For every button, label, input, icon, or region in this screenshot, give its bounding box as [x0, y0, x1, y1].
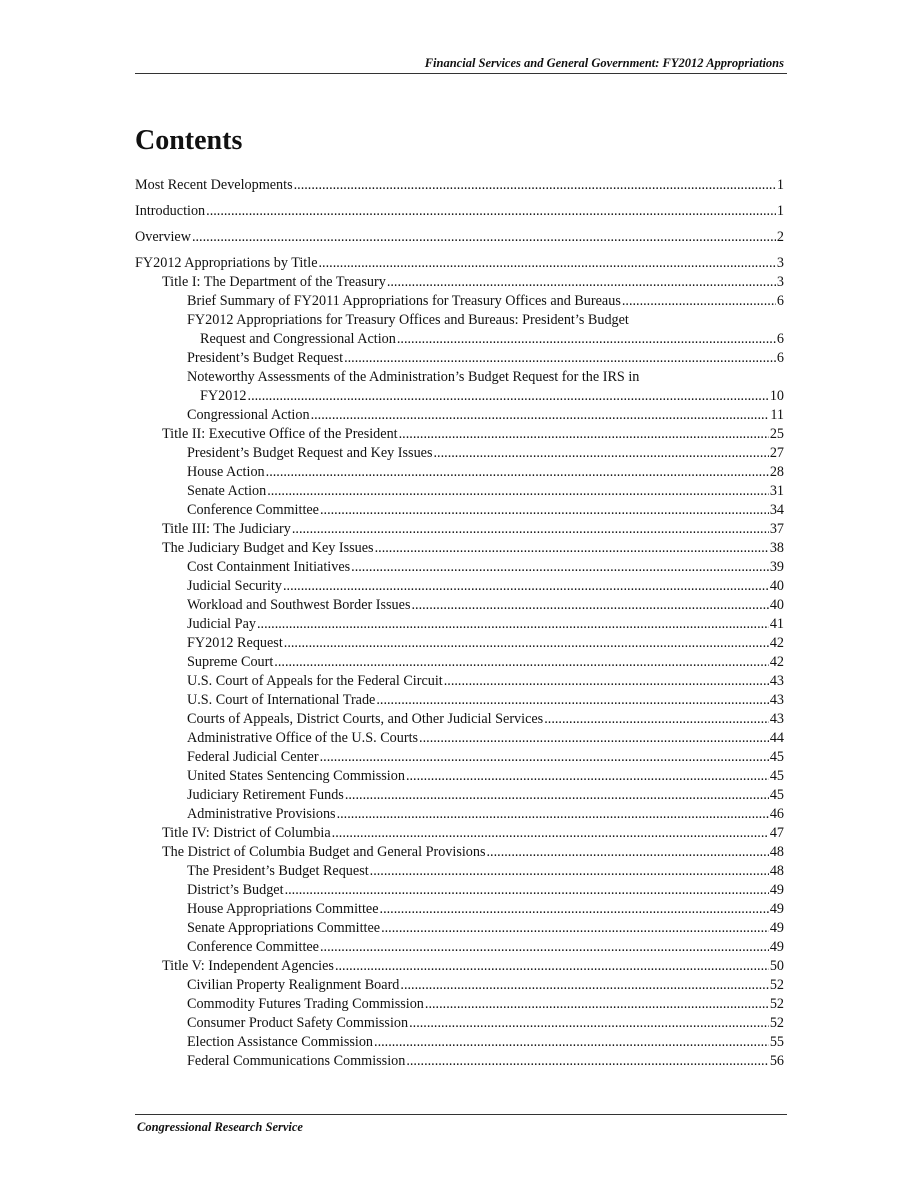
toc-entry-page: 6: [776, 331, 784, 347]
toc-entry-label: The District of Columbia Budget and General Provisions: [162, 844, 486, 860]
dot-leader: [397, 330, 776, 349]
toc-entry-label: Title I: The Department of the Treasury: [162, 274, 386, 290]
dot-leader: [284, 634, 769, 653]
toc-entry[interactable]: [135, 957, 784, 976]
toc-entry[interactable]: [135, 176, 784, 195]
toc-entry[interactable]: [135, 672, 784, 691]
toc-entry-label: Brief Summary of FY2011 Appropriations for Treasury Offices and Bureaus: [187, 293, 621, 309]
toc-entry-page: 48: [769, 863, 784, 879]
toc-entry-page: 40: [769, 578, 784, 594]
toc-entry-page: 11: [770, 407, 784, 423]
toc-entry-page: 27: [769, 445, 784, 461]
toc-entry[interactable]: [135, 691, 784, 710]
toc-entry[interactable]: [135, 520, 784, 539]
toc-entry-label: Courts of Appeals, District Courts, and Other Judicial Services: [187, 711, 544, 727]
toc-entry-label: House Appropriations Committee: [187, 901, 379, 917]
dot-leader: [267, 482, 769, 501]
toc-entry[interactable]: [135, 881, 784, 900]
dot-leader: [248, 387, 769, 406]
toc-entry-page: 3: [776, 255, 784, 271]
dot-leader: [285, 881, 769, 900]
toc-entry-page: 38: [769, 540, 784, 556]
toc-entry[interactable]: [135, 1052, 784, 1071]
toc-entry-page: 43: [769, 692, 784, 708]
running-header: Financial Services and General Government: FY2012 Appropriations: [424, 56, 784, 70]
dot-leader: [311, 406, 770, 425]
toc-entry-label: Workload and Southwest Border Issues: [187, 597, 411, 613]
toc-entry-page: 52: [769, 977, 784, 993]
toc-entry-page: 49: [769, 920, 784, 936]
toc-entry[interactable]: [135, 786, 784, 805]
toc-entry[interactable]: [135, 406, 784, 425]
toc-entry-page: 50: [769, 958, 784, 974]
toc-entry[interactable]: [135, 729, 784, 748]
toc-entry-page: 1: [776, 177, 784, 193]
dot-leader: [380, 900, 769, 919]
toc-entry-page: 43: [769, 711, 784, 727]
toc-entry-label: Overview: [135, 229, 191, 245]
toc-entry-label: Consumer Product Safety Commission: [187, 1015, 409, 1031]
toc-entry-page: 42: [769, 654, 784, 670]
dot-leader: [192, 228, 776, 247]
toc-entry-label: Federal Communications Commission: [187, 1053, 406, 1069]
toc-entry[interactable]: [135, 368, 784, 406]
toc-entry-label: Senate Appropriations Committee: [187, 920, 381, 936]
toc-entry[interactable]: [135, 976, 784, 995]
toc-entry-page: 52: [769, 996, 784, 1012]
toc-entry[interactable]: [135, 824, 784, 843]
toc-entry[interactable]: [135, 767, 784, 786]
toc-entry-label: Noteworthy Assessments of the Administration’s Budget Request for the IRS in: [187, 369, 640, 385]
toc-entry-label: FY2012 Appropriations by Title: [135, 255, 318, 271]
dot-leader: [320, 501, 769, 520]
toc-entry[interactable]: [135, 273, 784, 292]
toc-entry-page: 40: [769, 597, 784, 613]
toc-entry-label: Supreme Court: [187, 654, 274, 670]
dot-leader: [544, 710, 769, 729]
toc-entry[interactable]: [135, 311, 784, 349]
toc-entry-label: U.S. Court of Appeals for the Federal Circuit: [187, 673, 443, 689]
dot-leader: [266, 463, 769, 482]
dot-leader: [381, 919, 769, 938]
toc-entry-label: Senate Action: [187, 483, 267, 499]
toc-entry-label: FY2012 Appropriations for Treasury Offices and Bureaus: President’s Budget: [187, 312, 629, 328]
dot-leader: [406, 1052, 768, 1071]
toc-entry[interactable]: [135, 653, 784, 672]
toc-entry-page: 48: [769, 844, 784, 860]
toc-entry-page: 45: [769, 749, 784, 765]
toc-entry-label: Title II: Executive Office of the President: [162, 426, 398, 442]
dot-leader: [375, 539, 769, 558]
toc-entry-label: Cost Containment Initiatives: [187, 559, 351, 575]
toc-entry[interactable]: [135, 444, 784, 463]
contents-heading: Contents: [135, 125, 243, 156]
toc-entry-page: 47: [769, 825, 784, 841]
toc-entry-label: U.S. Court of International Trade: [187, 692, 376, 708]
dot-leader: [335, 957, 769, 976]
toc-entry[interactable]: [135, 615, 784, 634]
toc-entry[interactable]: [135, 482, 784, 501]
dot-leader: [399, 425, 769, 444]
toc-entry[interactable]: [135, 843, 784, 862]
footer-rule: [135, 1114, 787, 1115]
dot-leader: [274, 653, 769, 672]
toc-entry-label: Congressional Action: [187, 407, 310, 423]
header-rule: [135, 73, 787, 74]
dot-leader: [487, 843, 769, 862]
toc-entry[interactable]: [135, 1014, 784, 1033]
toc-entry-page: 44: [769, 730, 784, 746]
toc-entry-page: 43: [769, 673, 784, 689]
dot-leader: [292, 520, 769, 539]
dot-leader: [411, 596, 768, 615]
toc-entry-label: Federal Judicial Center: [187, 749, 319, 765]
toc-entry[interactable]: [135, 228, 784, 247]
toc-entry-label-continued: Request and Congressional Action: [200, 331, 396, 347]
toc-entry[interactable]: [135, 349, 784, 368]
toc-entry[interactable]: [135, 577, 784, 596]
dot-leader: [419, 729, 769, 748]
toc-entry-label: President’s Budget Request: [187, 350, 344, 366]
dot-leader: [425, 995, 769, 1014]
toc-entry-page: 10: [769, 388, 784, 404]
toc-entry-label: Conference Committee: [187, 939, 319, 955]
toc-entry[interactable]: [135, 425, 784, 444]
toc-entry-label: The President’s Budget Request: [187, 863, 369, 879]
dot-leader: [400, 976, 768, 995]
toc-entry-page: 45: [769, 768, 784, 784]
dot-leader: [387, 273, 776, 292]
toc-entry[interactable]: [135, 292, 784, 311]
toc-entry-page: 49: [769, 939, 784, 955]
toc-entry-page: 56: [769, 1053, 784, 1069]
dot-leader: [406, 767, 769, 786]
toc-entry-page: 52: [769, 1015, 784, 1031]
toc-entry-page: 6: [776, 350, 784, 366]
toc-entry-label: The Judiciary Budget and Key Issues: [162, 540, 374, 556]
toc-entry-label: Administrative Provisions: [187, 806, 336, 822]
toc-entry-label: President’s Budget Request and Key Issues: [187, 445, 433, 461]
toc-entry[interactable]: [135, 596, 784, 615]
toc-entry-label: FY2012 Request: [187, 635, 283, 651]
toc-entry-page: 2: [776, 229, 784, 245]
toc-entry-label: Introduction: [135, 203, 206, 219]
toc-entry-label: Administrative Office of the U.S. Courts: [187, 730, 419, 746]
toc-entry[interactable]: [135, 634, 784, 653]
dot-leader: [206, 202, 776, 221]
toc-entry-page: 34: [769, 502, 784, 518]
toc-entry-page: 25: [769, 426, 784, 442]
toc-entry-label: Commodity Futures Trading Commission: [187, 996, 424, 1012]
toc-entry[interactable]: [135, 748, 784, 767]
toc-entry[interactable]: [135, 558, 784, 577]
dot-leader: [337, 805, 769, 824]
toc-entry[interactable]: [135, 710, 784, 729]
toc-entry-page: 45: [769, 787, 784, 803]
toc-entry-label: Election Assistance Commission: [187, 1034, 374, 1050]
dot-leader: [345, 786, 769, 805]
dot-leader: [257, 615, 769, 634]
dot-leader: [294, 176, 776, 195]
toc-entry-label: Most Recent Developments: [135, 177, 293, 193]
toc-entry-label: Title V: Independent Agencies: [162, 958, 334, 974]
toc-entry[interactable]: [135, 900, 784, 919]
toc-entry[interactable]: [135, 501, 784, 520]
toc-entry-page: 41: [769, 616, 784, 632]
toc-entry-label: Judiciary Retirement Funds: [187, 787, 344, 803]
toc-entry-label: Civilian Property Realignment Board: [187, 977, 400, 993]
dot-leader: [332, 824, 769, 843]
dot-leader: [376, 691, 768, 710]
table-of-contents: [135, 176, 784, 1071]
toc-entry-page: 55: [769, 1034, 784, 1050]
toc-entry[interactable]: [135, 862, 784, 881]
toc-entry-page: 49: [769, 901, 784, 917]
dot-leader: [319, 254, 776, 273]
toc-entry-label-continued: FY2012: [200, 388, 247, 404]
dot-leader: [434, 444, 769, 463]
dot-leader: [370, 862, 769, 881]
toc-entry-label: Judicial Security: [187, 578, 282, 594]
toc-entry-label: Title III: The Judiciary: [162, 521, 291, 537]
toc-entry-page: 49: [769, 882, 784, 898]
toc-entry[interactable]: [135, 463, 784, 482]
dot-leader: [351, 558, 769, 577]
toc-entry-label: District’s Budget: [187, 882, 284, 898]
toc-entry[interactable]: [135, 995, 784, 1014]
dot-leader: [320, 748, 769, 767]
toc-entry-label: Conference Committee: [187, 502, 319, 518]
toc-entry-page: 37: [769, 521, 784, 537]
toc-entry-page: 1: [776, 203, 784, 219]
dot-leader: [444, 672, 769, 691]
toc-entry[interactable]: [135, 919, 784, 938]
toc-entry-page: 3: [776, 274, 784, 290]
dot-leader: [320, 938, 769, 957]
dot-leader: [344, 349, 776, 368]
dot-leader: [283, 577, 769, 596]
toc-entry-label: United States Sentencing Commission: [187, 768, 405, 784]
toc-entry-page: 6: [776, 293, 784, 309]
toc-entry-page: 31: [769, 483, 784, 499]
toc-entry-page: 42: [769, 635, 784, 651]
running-footer: Congressional Research Service: [137, 1120, 303, 1134]
toc-entry[interactable]: [135, 539, 784, 558]
dot-leader: [409, 1014, 769, 1033]
toc-entry-page: 39: [769, 559, 784, 575]
toc-entry-page: 46: [769, 806, 784, 822]
toc-entry-label: Judicial Pay: [187, 616, 256, 632]
dot-leader: [374, 1033, 769, 1052]
toc-entry-label: Title IV: District of Columbia: [162, 825, 331, 841]
toc-entry[interactable]: [135, 254, 784, 273]
toc-entry[interactable]: [135, 938, 784, 957]
toc-entry[interactable]: [135, 202, 784, 221]
toc-entry-label: House Action: [187, 464, 265, 480]
dot-leader: [622, 292, 776, 311]
toc-entry[interactable]: [135, 1033, 784, 1052]
toc-entry-page: 28: [769, 464, 784, 480]
toc-entry[interactable]: [135, 805, 784, 824]
